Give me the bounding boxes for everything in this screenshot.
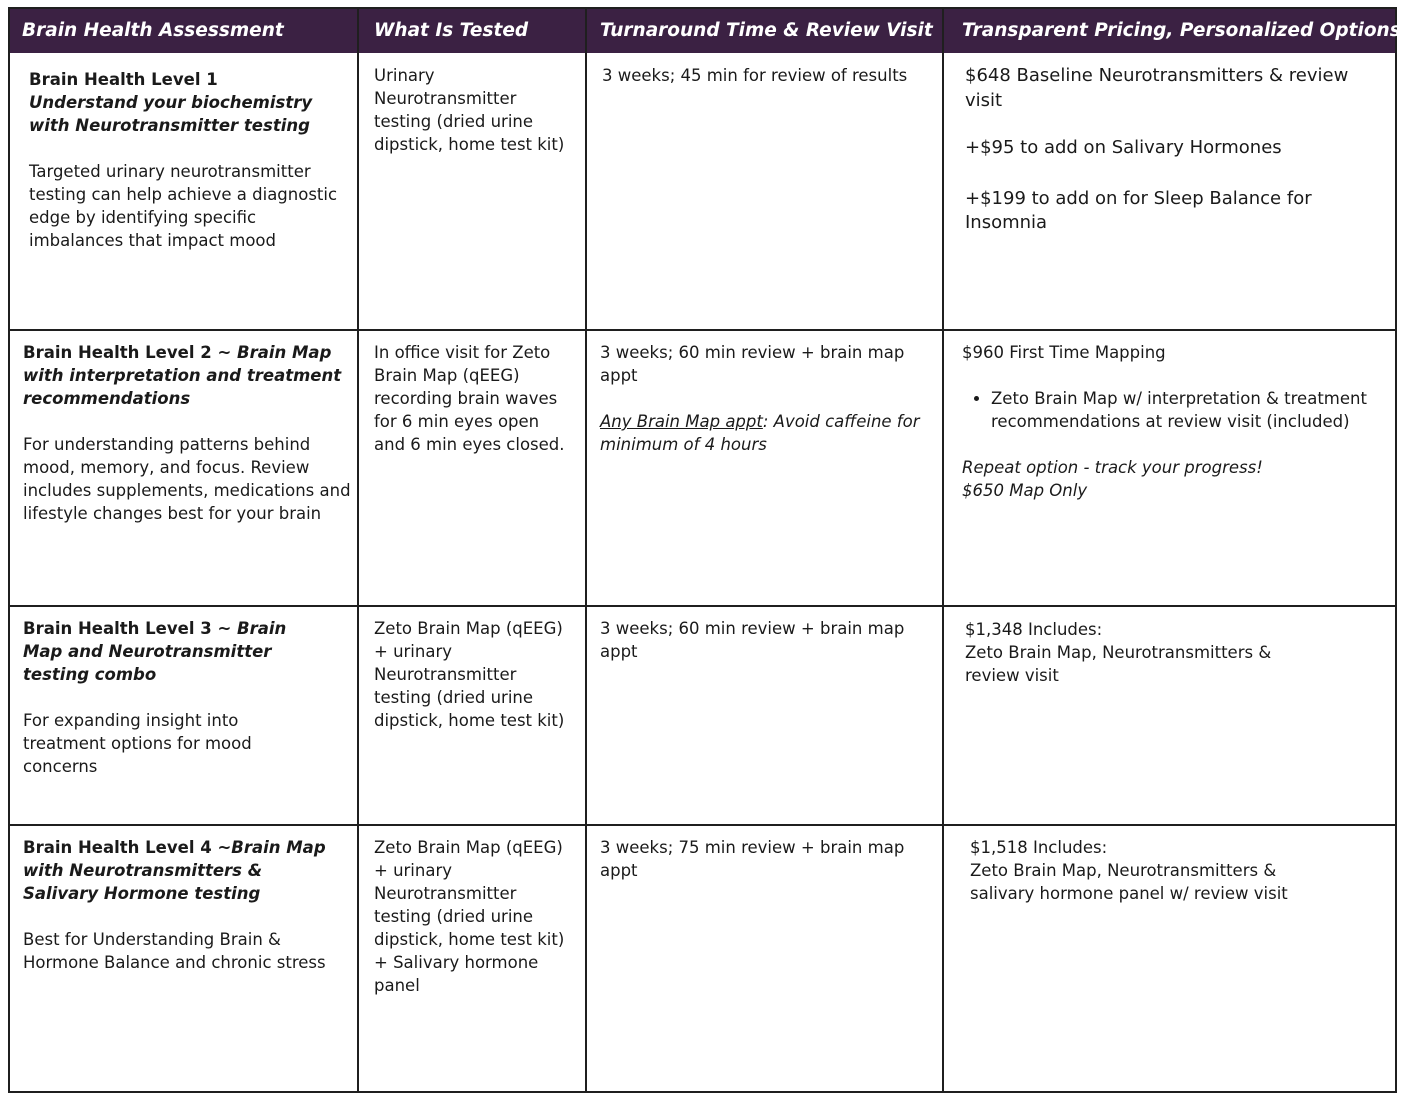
level-title: Brain Health Level 3 ~ (23, 619, 238, 638)
price-inclusions-list (962, 387, 1372, 433)
price-addon-sleep: +$199 to add on for Sleep Balance for Insomnia (965, 187, 1312, 233)
price-addon-hormones: +$95 to add on Salivary Hormones (965, 137, 1282, 158)
list-item: • Zeto Brain Map w/ interpretation & treatment recommendations at review visit (included) (991, 387, 1372, 433)
column-divider (942, 9, 944, 1091)
level-subtitle: Brain Map with interpretation and treatment recommendations (23, 343, 342, 408)
column-divider (585, 9, 587, 1091)
row3-assessment (23, 617, 323, 778)
level-title: Brain Health Level 2 ~ (23, 343, 238, 362)
header-turnaround: Turnaround Time & Review Visit (600, 20, 933, 41)
row4-pricing (970, 836, 1340, 905)
tested-text: In office visit for Zeto Brain Map (qEEG) recording brain waves for 6 min eyes open and 6 min eyes closed. (374, 343, 565, 454)
row4-assessment (23, 836, 338, 974)
price-body: Zeto Brain Map, Neurotransmitters & review visit (965, 643, 1272, 685)
row2-turnaround (600, 341, 930, 456)
turnaround-text: 3 weeks; 45 min for review of results (602, 66, 908, 85)
level-subtitle: Brain Map and Neurotransmitter testing combo (23, 619, 287, 684)
header-assessment: Brain Health Assessment (22, 20, 284, 41)
price-baseline: $648 Baseline Neurotransmitters & review visit (965, 65, 1349, 111)
price-body: Zeto Brain Map, Neurotransmitters & salivary hormone panel w/ review visit (970, 861, 1288, 903)
row3-turnaround (600, 617, 930, 663)
level-description: Best for Understanding Brain & Hormone Balance and chronic stress (23, 930, 326, 972)
tested-text: Zeto Brain Map (qEEG) + urinary Neurotransmitter testing (dried urine dipstick, home test kit) + Salivary hormone panel (374, 838, 565, 995)
row1-pricing (965, 64, 1365, 236)
turnaround-text: 3 weeks; 60 min review + brain map appt (600, 619, 905, 661)
level-subtitle: Understand your biochemistry with Neurotransmitter testing (29, 93, 313, 135)
row4-tested (374, 836, 574, 997)
turnaround-text: 3 weeks; 60 min review + brain map appt (600, 343, 905, 385)
row2-assessment (23, 341, 353, 525)
row-divider (10, 329, 1395, 331)
row3-tested (374, 617, 574, 732)
tested-text: Zeto Brain Map (qEEG) + urinary Neurotransmitter testing (dried urine dipstick, home test kit) (374, 619, 565, 730)
row-divider (10, 824, 1395, 826)
caffeine-note-text: : Avoid caffeine for minimum of 4 hours (600, 412, 920, 454)
level-description: Targeted urinary neurotransmitter testing can help achieve a diagnostic edge by identifying specific imbalances that impact mood (29, 162, 338, 250)
price-first-mapping: $960 First Time Mapping (962, 343, 1166, 362)
repeat-price: $650 Map Only (962, 481, 1088, 500)
level-title: Brain Health Level 1 (29, 70, 218, 89)
column-divider (357, 9, 359, 1091)
level-description: For understanding patterns behind mood, memory, and focus. Review includes supplements, medications and lifestyle changes best for your brain (23, 435, 351, 523)
brain-map-appt-link[interactable]: Any Brain Map appt (600, 412, 763, 431)
header-pricing: Transparent Pricing, Personalized Options (962, 20, 1401, 41)
pricing-table (8, 7, 1401, 1093)
table-header (10, 9, 1401, 53)
header-what-tested: What Is Tested (374, 20, 529, 41)
row1-turnaround (602, 64, 932, 87)
row-divider (10, 605, 1395, 607)
level-description: For expanding insight into treatment options for mood concerns (23, 711, 252, 776)
price-head: $1,518 Includes: (970, 838, 1108, 857)
level-heading (23, 836, 338, 905)
repeat-option: Repeat option - track your progress! (962, 458, 1263, 477)
level-heading (23, 617, 323, 686)
row3-pricing (965, 618, 1325, 687)
price-head: $1,348 Includes: (965, 620, 1103, 639)
row2-tested (374, 341, 574, 456)
row1-tested (374, 64, 574, 156)
level-title: Brain Health Level 4 ~ (23, 838, 232, 857)
caffeine-note (600, 410, 930, 456)
level-heading (23, 341, 353, 410)
row1-assessment (29, 68, 351, 252)
level-subtitle: Brain Map with Neurotransmitters & Salivary Hormone testing (23, 838, 326, 903)
row2-pricing (962, 341, 1372, 502)
row4-turnaround (600, 836, 930, 882)
turnaround-text: 3 weeks; 75 min review + brain map appt (600, 838, 905, 880)
tested-text: Urinary Neurotransmitter testing (dried urine dipstick, home test kit) (374, 66, 565, 154)
